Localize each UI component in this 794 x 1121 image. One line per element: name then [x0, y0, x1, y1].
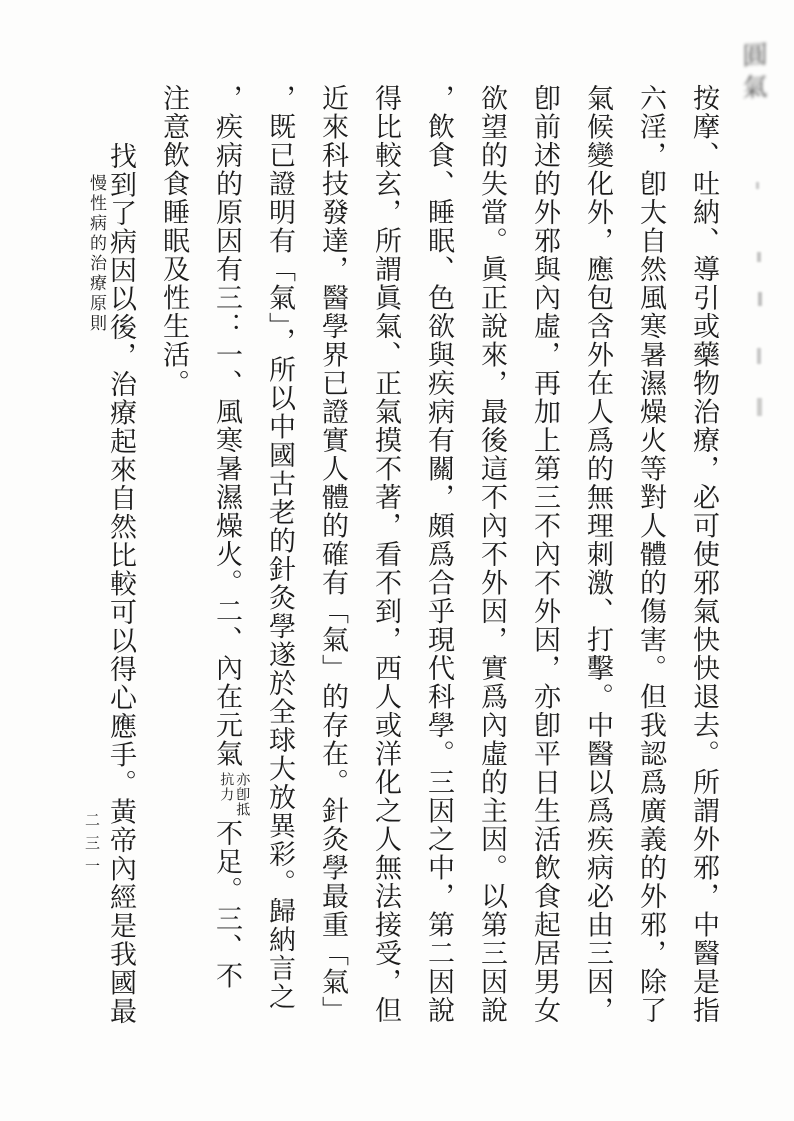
text-column-4: 卽前述的外邪與內虛，再加上第三不內不外因，亦卽平日生活飲食起居男女 — [530, 84, 560, 1025]
print-smudge — [757, 252, 761, 262]
page-number: 二三一 — [83, 812, 99, 881]
chapter-margin-label: 慢性病的治療原則 — [87, 174, 106, 334]
text-run: 不足。三、不 — [212, 819, 242, 990]
inline-annotation — [217, 772, 249, 817]
text-column-11: 注意飲食睡眠及性生活。 — [159, 84, 189, 398]
text-column-6: ，飲食、睡眠、色欲與疾病有關，頗爲合乎現代科學。三因之中，第二因說 — [424, 84, 454, 1025]
text-column-9: ，既已證明有「氣」，所以中國古老的針灸學遂於全球大放異彩。歸納言之 — [265, 84, 295, 1011]
text-column-7: 得比較玄，所謂眞氣、正氣摸不著，看不到，西人或洋化之人無法接受，但 — [371, 84, 401, 1025]
text-column-10 — [200, 84, 253, 1049]
main-text-block — [94, 84, 730, 1049]
annotation-line-2: 抗力 — [218, 772, 234, 802]
text-column-1: 按摩、吐納、導引或藥物治療，必可使邪氣快快退去。所謂外邪，中醫是指 — [689, 84, 719, 1025]
text-column-12: 找到了病因以後，治療起來自然比較可以得心應手。黃帝內經是我國最 — [106, 142, 136, 1026]
print-smudge — [758, 292, 762, 306]
print-smudge — [757, 348, 761, 364]
faint-running-header: 圓氣 — [739, 41, 766, 107]
annotation-line-1: 亦卽抵 — [234, 772, 250, 817]
text-column-8: 近來科技發達，醫學界已證實人體的確有「氣」的存在。針灸學最重「氣」 — [318, 84, 348, 1025]
print-smudge — [756, 182, 759, 189]
text-column-2: 六淫，卽大自然風寒暑濕燥火等對人體的傷害。但我認爲廣義的外邪，除了 — [636, 84, 666, 1025]
print-smudge — [757, 398, 762, 416]
text-run: ，疾病的原因有三：一、風寒暑濕燥火。二、內在元氣 — [212, 84, 242, 768]
text-column-3: 氣候變化外，應包含外在人爲的無理刺激、打擊。中醫以爲疾病必由三因， — [583, 84, 613, 1025]
text-column-5: 欲望的失當。眞正說來，最後這不內不外因，實爲內虛的主因。以第三因說 — [477, 84, 507, 1025]
